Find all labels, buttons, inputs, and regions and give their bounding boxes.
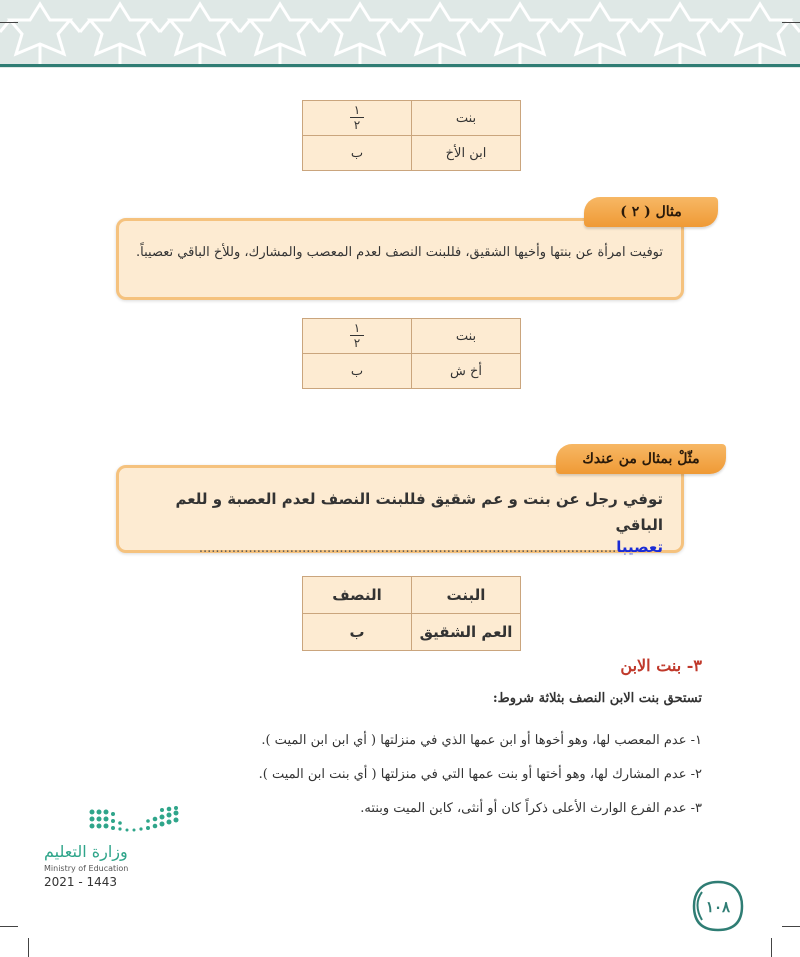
fraction-numerator: ١ [350, 322, 364, 336]
heir-cell: ابن الأخ [412, 136, 521, 171]
table-row [303, 136, 521, 171]
fraction-denominator: ٢ [353, 335, 361, 350]
table-row [303, 354, 521, 389]
your-example-answer-line-2 [119, 538, 681, 558]
your-example-answer-word: تعصيبا [616, 538, 663, 556]
share-cell: ب [303, 136, 412, 171]
table-row [303, 319, 521, 354]
crop-mark [28, 938, 29, 957]
heir-cell: بنت [412, 319, 521, 354]
condition-3: ٣- عدم الفرع الوارث الأعلى ذكراً كان أو أنثى، كابن الميت وبنته. [360, 801, 702, 816]
fraction-denominator: ٢ [353, 117, 361, 132]
crop-mark [782, 926, 800, 927]
shares-table-3 [302, 576, 521, 651]
fraction [350, 104, 364, 131]
ministry-name-arabic: وزارة التعليم [44, 842, 128, 861]
share-cell: النصف [303, 577, 412, 614]
condition-2: ٢- عدم المشارك لها، وهو أختها أو بنت عمها التي في منزلتها ( أي بنت ابن الميت ). [258, 767, 702, 782]
header-rule [0, 64, 800, 67]
condition-1: ١- عدم المعصب لها، وهو أخوها أو ابن عمها الذي في منزلتها ( أي ابن ابن الميت ). [261, 733, 702, 748]
share-cell [303, 101, 412, 136]
share-cell: ب [303, 354, 412, 389]
example-2-box [116, 218, 684, 300]
crop-mark [0, 926, 18, 927]
header-banner [0, 0, 800, 68]
your-example-label: مثّلْ بمثال من عندك [556, 444, 726, 474]
crop-mark [771, 938, 772, 957]
section-intro: تستحق بنت الابن النصف بثلاثة شروط: [492, 691, 702, 706]
answer-dotted-line: ..................................................................................................... [198, 541, 617, 556]
table-row [303, 101, 521, 136]
example-2-text: توفيت امرأة عن بنتها وأخيها الشقيق، فللبنت النصف لعدم المعصب والمشارك، وللأخ الباقي تعصيباً. [136, 245, 663, 260]
table-row [303, 614, 521, 651]
your-example-answer-line-1: توفي رجل عن بنت و عم شقيق فللبنت النصف لعدم العصبة و للعم الباقي [175, 490, 663, 534]
heir-cell: العم الشقيق [412, 614, 521, 651]
crop-mark [0, 22, 18, 23]
shares-table-2 [302, 318, 521, 389]
heir-cell: أخ ش [412, 354, 521, 389]
heir-cell: بنت [412, 101, 521, 136]
share-cell: ب [303, 614, 412, 651]
section-heading: ٣- بنت الابن [620, 656, 702, 675]
share-cell [303, 319, 412, 354]
example-2-label: مثال ( ٢ ) [584, 197, 718, 227]
ministry-logo-icon [88, 806, 182, 836]
fraction [350, 322, 364, 349]
table-row [303, 577, 521, 614]
your-example-box [116, 465, 684, 556]
page-number: ١٠٨ [705, 898, 731, 916]
crop-mark [782, 22, 800, 23]
ministry-name-english: Ministry of Education [44, 864, 129, 873]
shares-table-1 [302, 100, 521, 171]
heir-cell: البنت [412, 577, 521, 614]
edition-year: 2021 - 1443 [44, 875, 118, 889]
fraction-numerator: ١ [350, 104, 364, 118]
